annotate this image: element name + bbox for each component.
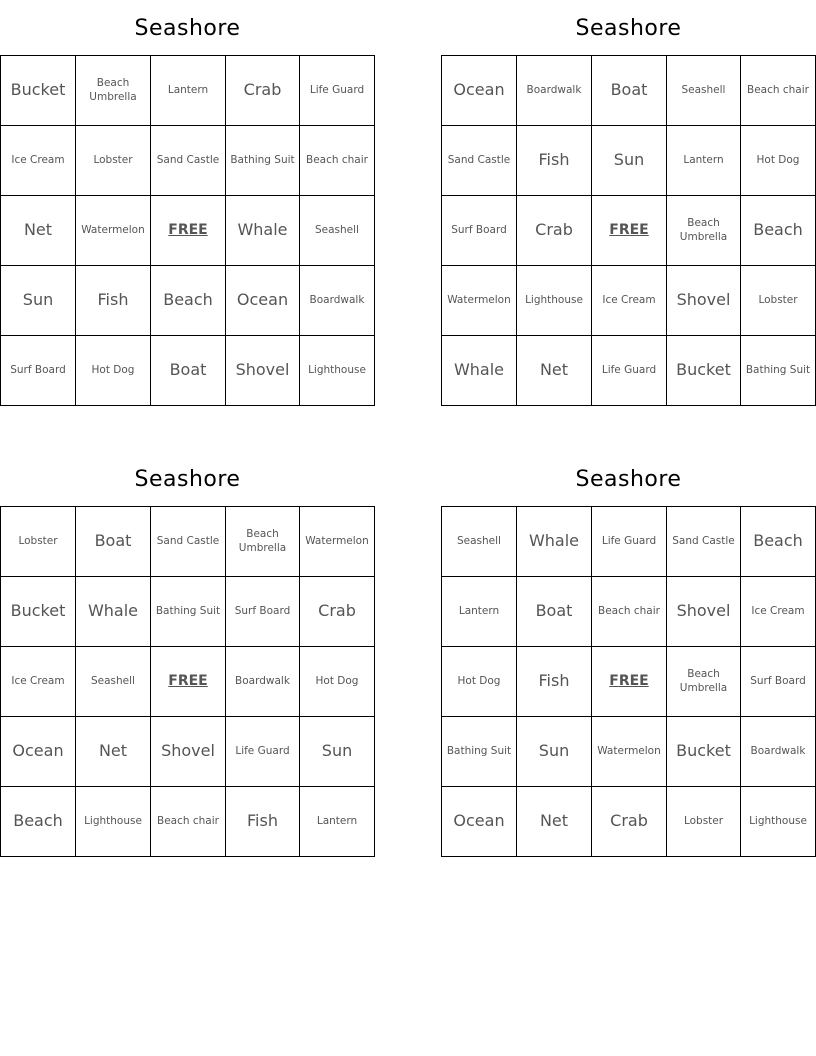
bingo-cell: Lobster: [76, 126, 151, 196]
bingo-cell: Hot Dog: [442, 647, 517, 717]
bingo-grid: [0, 55, 375, 406]
bingo-cell: Life Guard: [226, 717, 300, 787]
bingo-cell: Bucket: [1, 577, 76, 647]
bingo-cell: Ocean: [442, 787, 517, 857]
bingo-cell: Beach chair: [592, 577, 667, 647]
bingo-cell: Whale: [442, 336, 517, 406]
bingo-cell: Sand Castle: [667, 507, 741, 577]
bingo-cell: Sand Castle: [151, 507, 226, 577]
bingo-cell: Fish: [517, 647, 592, 717]
card-title: Seashore: [575, 16, 682, 41]
bingo-cell: Lantern: [442, 577, 517, 647]
card-title: Seashore: [134, 16, 241, 41]
bingo-cell: Lighthouse: [741, 787, 816, 857]
card-title: Seashore: [575, 467, 682, 492]
bingo-cell: Lighthouse: [300, 336, 375, 406]
bingo-cell: Lobster: [667, 787, 741, 857]
bingo-cell: Bucket: [667, 717, 741, 787]
bingo-cell: Lantern: [667, 126, 741, 196]
bingo-cell: Beach Umbrella: [226, 507, 300, 577]
bingo-cell: Beach chair: [151, 787, 226, 857]
bingo-cell: Ice Cream: [1, 126, 76, 196]
bingo-cell: Boardwalk: [226, 647, 300, 717]
bingo-grid: [0, 506, 375, 857]
bingo-cell: Boardwalk: [300, 266, 375, 336]
bingo-cell: Sun: [300, 717, 375, 787]
bingo-cell: Shovel: [151, 717, 226, 787]
bingo-cell: Bathing Suit: [442, 717, 517, 787]
bingo-cell: Seashell: [300, 196, 375, 266]
bingo-cell: Boat: [517, 577, 592, 647]
bingo-cell: Sun: [517, 717, 592, 787]
bingo-cell: Crab: [226, 56, 300, 126]
bingo-cell: Bathing Suit: [151, 577, 226, 647]
bingo-cell: Beach chair: [300, 126, 375, 196]
bingo-cell: Seashell: [667, 56, 741, 126]
bingo-cell: Life Guard: [300, 56, 375, 126]
bingo-grid: [441, 55, 816, 406]
bingo-cell: Boat: [76, 507, 151, 577]
bingo-cell: Lobster: [1, 507, 76, 577]
bingo-cell: Hot Dog: [741, 126, 816, 196]
bingo-cell: Crab: [300, 577, 375, 647]
bingo-cell: Ocean: [442, 56, 517, 126]
bingo-cell: Whale: [76, 577, 151, 647]
bingo-cell: Seashell: [442, 507, 517, 577]
bingo-cell: Shovel: [667, 577, 741, 647]
bingo-cell: Hot Dog: [300, 647, 375, 717]
bingo-cell: Boat: [151, 336, 226, 406]
bingo-cell: Ice Cream: [1, 647, 76, 717]
bingo-cell: Fish: [226, 787, 300, 857]
card-title: Seashore: [134, 467, 241, 492]
bingo-cell: Boardwalk: [741, 717, 816, 787]
bingo-cell: Bathing Suit: [226, 126, 300, 196]
bingo-cell: Sand Castle: [151, 126, 226, 196]
bingo-cell: Watermelon: [76, 196, 151, 266]
bingo-cell: Boat: [592, 56, 667, 126]
bingo-cell: Sand Castle: [442, 126, 517, 196]
bingo-cell: Whale: [226, 196, 300, 266]
bingo-cell: Beach chair: [741, 56, 816, 126]
free-space: FREE: [151, 647, 226, 717]
bingo-cell: Beach: [1, 787, 76, 857]
bingo-cell: Sun: [1, 266, 76, 336]
bingo-cell: Life Guard: [592, 507, 667, 577]
bingo-cell: Surf Board: [442, 196, 517, 266]
bingo-cell: Beach: [151, 266, 226, 336]
bingo-cell: Fish: [517, 126, 592, 196]
bingo-cell: Lighthouse: [76, 787, 151, 857]
bingo-cell: Lantern: [151, 56, 226, 126]
bingo-cell: Surf Board: [226, 577, 300, 647]
bingo-cell: Hot Dog: [76, 336, 151, 406]
bingo-cell: Net: [517, 336, 592, 406]
bingo-cell: Watermelon: [592, 717, 667, 787]
free-space: FREE: [592, 647, 667, 717]
bingo-cell: Ocean: [226, 266, 300, 336]
bingo-cell: Beach Umbrella: [76, 56, 151, 126]
free-space: FREE: [592, 196, 667, 266]
bingo-cell: Beach Umbrella: [667, 647, 741, 717]
bingo-cell: Seashell: [76, 647, 151, 717]
bingo-cell: Ice Cream: [592, 266, 667, 336]
bingo-cell: Beach: [741, 507, 816, 577]
bingo-cell: Lobster: [741, 266, 816, 336]
bingo-cell: Fish: [76, 266, 151, 336]
bingo-cell: Watermelon: [300, 507, 375, 577]
bingo-grid: [441, 506, 816, 857]
bingo-cell: Beach Umbrella: [667, 196, 741, 266]
bingo-cell: Shovel: [667, 266, 741, 336]
bingo-cell: Life Guard: [592, 336, 667, 406]
bingo-cell: Ocean: [1, 717, 76, 787]
bingo-cell: Lantern: [300, 787, 375, 857]
bingo-cell: Sun: [592, 126, 667, 196]
bingo-cell: Bathing Suit: [741, 336, 816, 406]
bingo-cell: Net: [517, 787, 592, 857]
bingo-cell: Ice Cream: [741, 577, 816, 647]
bingo-cell: Bucket: [667, 336, 741, 406]
free-space: FREE: [151, 196, 226, 266]
bingo-cell: Shovel: [226, 336, 300, 406]
bingo-cell: Boardwalk: [517, 56, 592, 126]
bingo-cell: Surf Board: [1, 336, 76, 406]
bingo-cell: Beach: [741, 196, 816, 266]
bingo-cell: Watermelon: [442, 266, 517, 336]
bingo-cell: Whale: [517, 507, 592, 577]
bingo-cell: Crab: [517, 196, 592, 266]
bingo-cell: Net: [1, 196, 76, 266]
bingo-cell: Crab: [592, 787, 667, 857]
bingo-cell: Lighthouse: [517, 266, 592, 336]
bingo-cell: Surf Board: [741, 647, 816, 717]
bingo-cell: Net: [76, 717, 151, 787]
bingo-cell: Bucket: [1, 56, 76, 126]
